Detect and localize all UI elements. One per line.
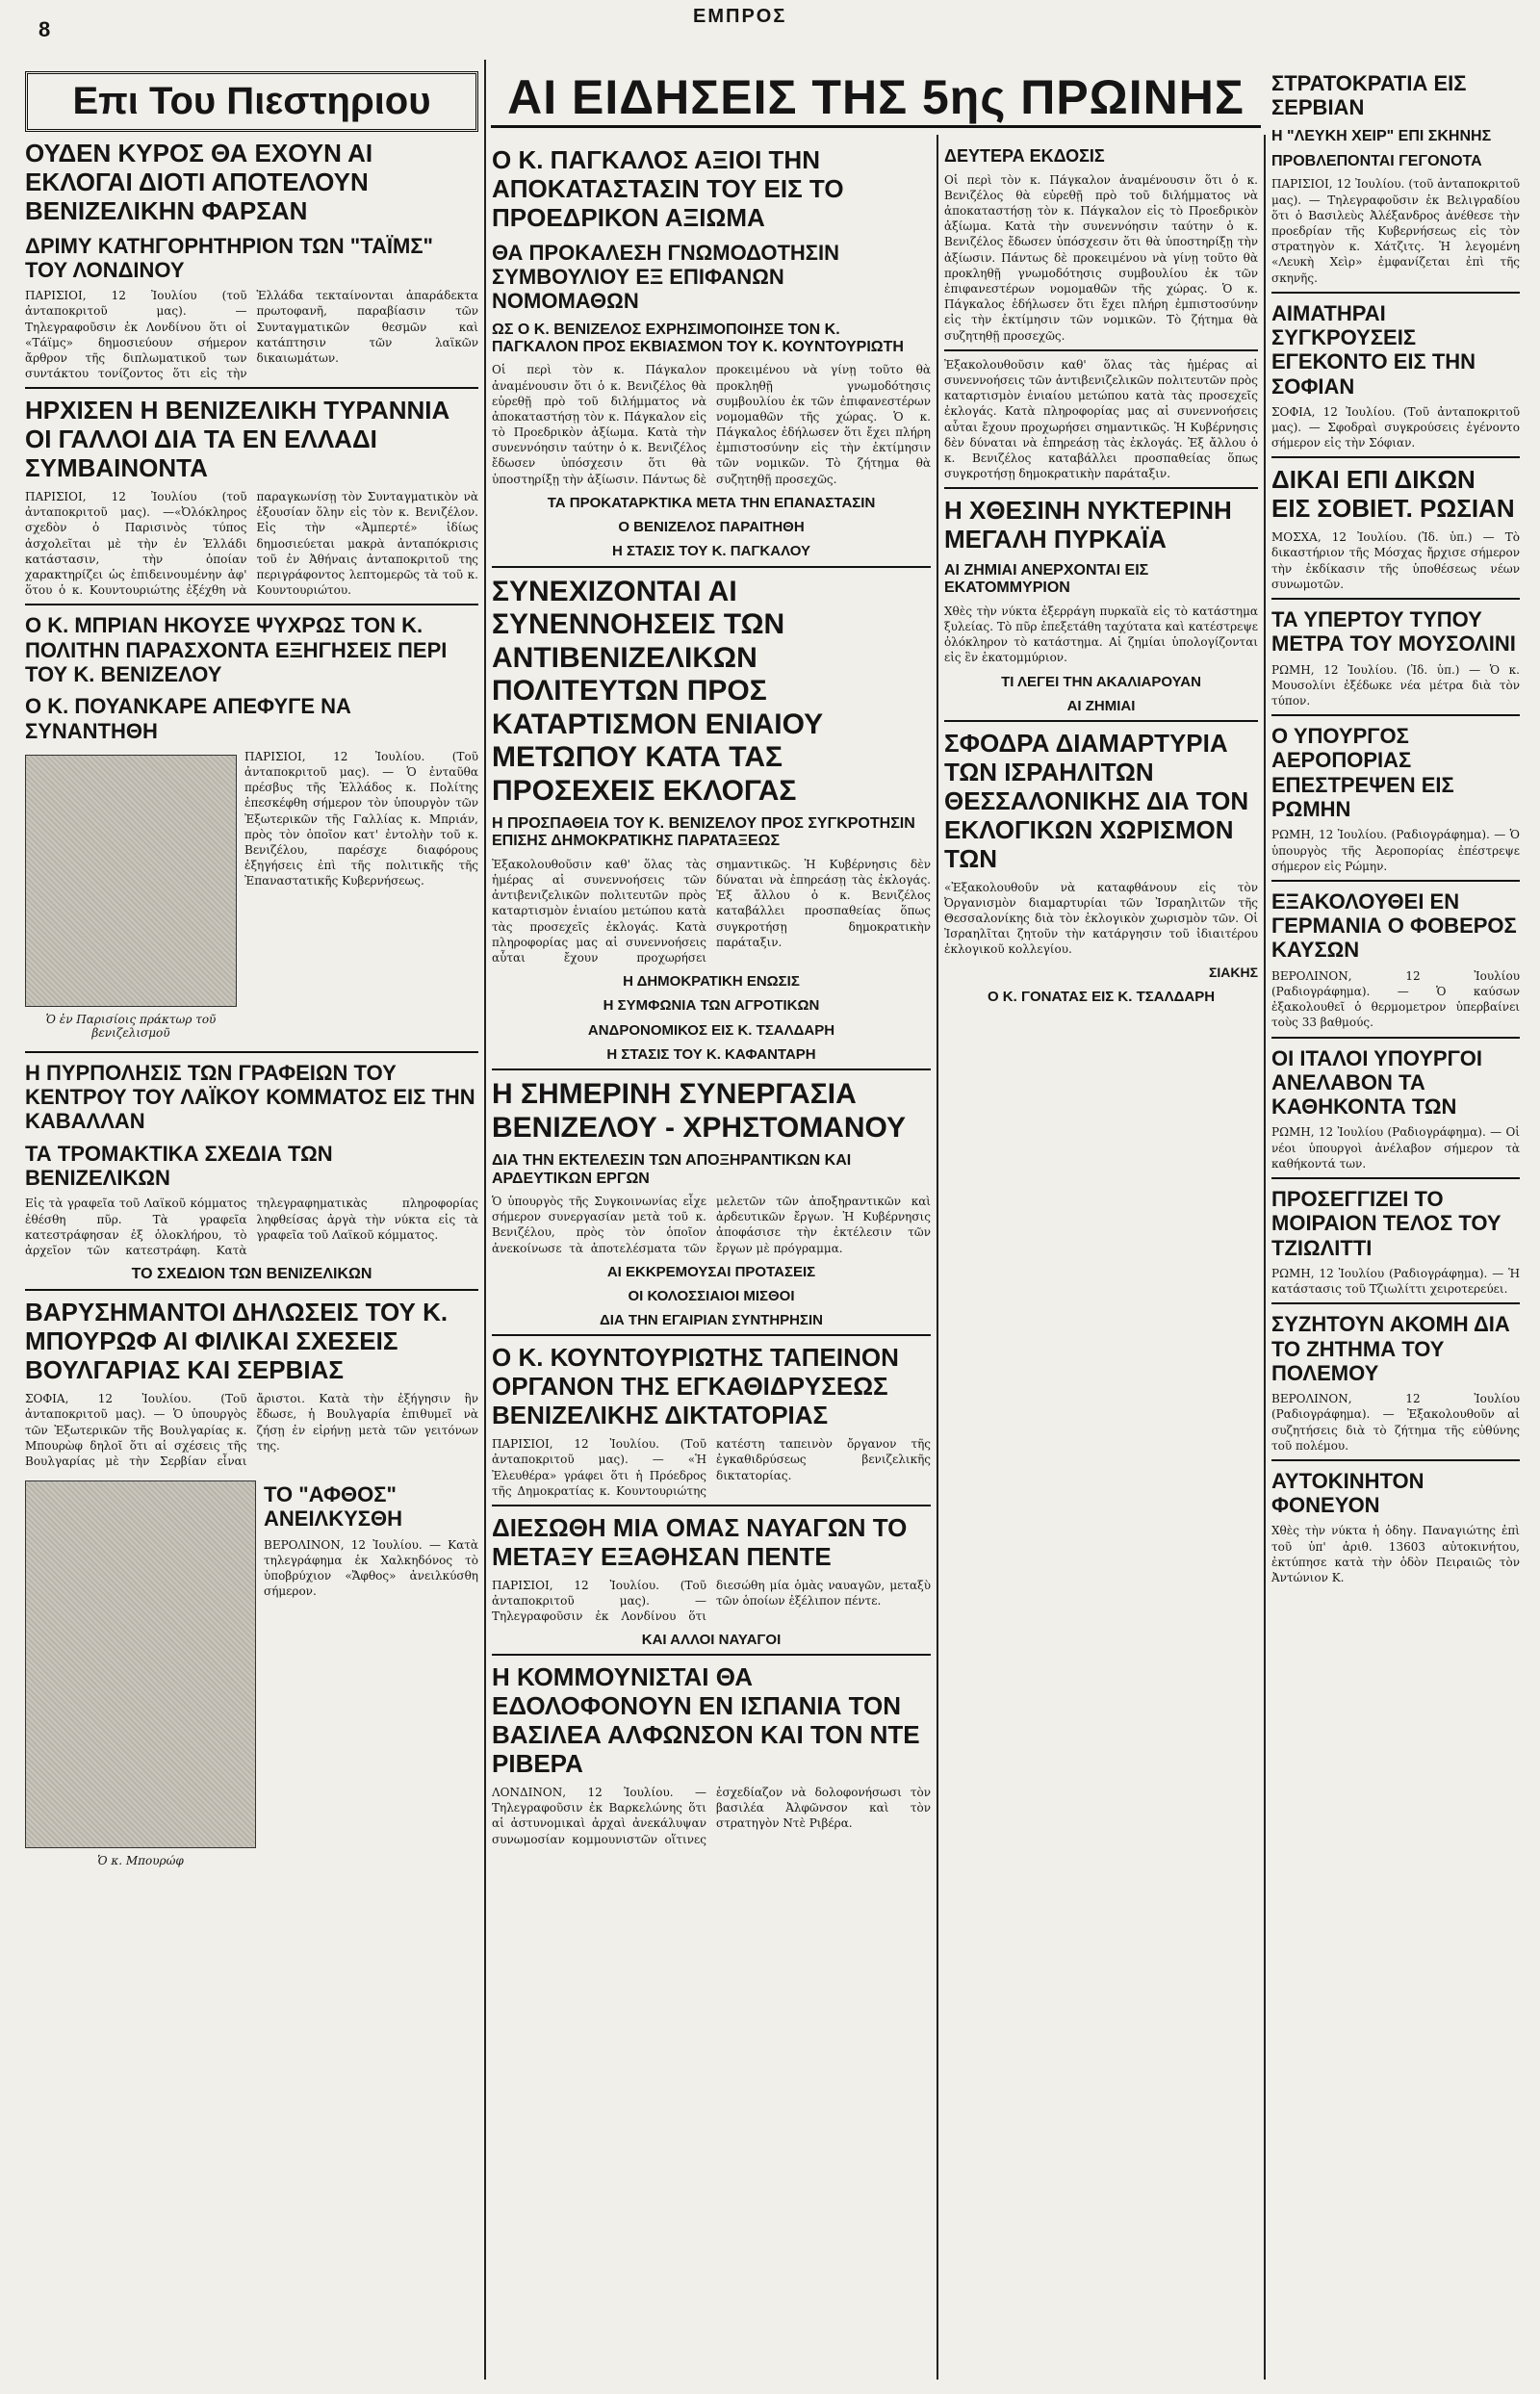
subhead: ΑΙ ΖΗΜΙΑΙ: [1066, 697, 1136, 714]
subheadline: ΤΑ ΤΡΟΜΑΚΤΙΚΑ ΣΧΕΔΙΑ ΤΩΝ ΒΕΝΙΖΕΛΙΚΩΝ: [25, 1141, 333, 1191]
news-banner: ΑΙ ΕΙΔΗΣΕΙΣ ΤΗΣ 5ης ΠΡΩΙΝΗΣ: [491, 69, 1261, 128]
headline: ΒΑΡΥΣΗΜΑΝΤΟΙ ΔΗΛΩΣΕΙΣ ΤΟΥ Κ. ΜΠΟΥΡΩΦ ΑΙ ΦΙΛΙΚΑΙ ΣΧΕΣΕΙΣ ΒΟΥΛΓΑΡΙΑΣ ΚΑΙ ΣΕΡΒΙΑΣ: [25, 1298, 449, 1385]
subheadline: ΠΡΟΒΛΕΠΟΝΤΑΙ ΓΕΓΟΝΟΤΑ: [1271, 152, 1482, 169]
divider: [1271, 1177, 1520, 1179]
divider: [944, 349, 1258, 351]
subheadline: Ο Κ. ΠΟΥΑΝΚΑΡΕ ΑΠΕΦΥΓΕ ΝΑ ΣΥΝΑΝΤΗΘΗ: [25, 694, 351, 743]
article-text: Χθὲς τὴν νύκτα ἡ ὁδηγ. Παναγιώτης ἐπὶ τοῦ ὑπ' ἀριθ. 13603 αὐτοκινήτου, ἐκτύπησε κατὰ τὴν ὁδὸν Πειραιῶς τὸν Ἀντώνιον Κ.: [1271, 1524, 1520, 1585]
headline: Η ΚΟΜΜΟΥΝΙΣΤΑΙ ΘΑ ΕΔΟΛΟΦΟΝΟΥΝ ΕΝ ΙΣΠΑΝΙΑ ΤΟΝ ΒΑΣΙΛΕΑ ΑΛΦΩΝΣΟΝ ΚΑΙ ΤΟΝ ΝΤΕ ΡΙΒΕΡΑ: [492, 1662, 920, 1779]
divider: [492, 1654, 931, 1656]
divider: [25, 1289, 478, 1291]
subhead: ΤΑ ΠΡΟΚΑΤΑΡΚΤΙΚΑ ΜΕΤΑ ΤΗΝ ΕΠΑΝΑΣΤΑΣΙΝ: [547, 494, 876, 511]
article-text: ΡΩΜΗ, 12 Ἰουλίου (Ραδιογράφημα). — Ἡ κατάστασις τοῦ Τζιωλίττι χειροτερεύει.: [1271, 1266, 1520, 1297]
article-text: ΛΟΝΔΙΝΟΝ, 12 Ἰουλίου. — Τηλεγραφοῦσιν ἐκ Βαρκελώνης ὅτι αἱ ἀστυνομικαὶ ἀρχαὶ ἀνεκάλυψαν συνωμοσίαν κομμουνιστῶν οἵτινες ἐσχεδίαζον νὰ δολοφονήσωσι τὸν βασιλέα Ἀλφῶνσον καὶ τὸν στρατηγὸν Ντὲ Ριβέρα.: [492, 1786, 931, 1846]
divider: [1271, 1302, 1520, 1304]
headline: ΗΡΧΙΣΕΝ Η ΒΕΝΙΖΕΛΙΚΗ ΤΥΡΑΝΝΙΑ ΟΙ ΓΑΛΛΟΙ ΔΙΑ ΤΑ ΕΝ ΕΛΛΑΔΙ ΣΥΜΒΑΙΝΟΝΤΑ: [25, 396, 450, 483]
column-center: [486, 135, 938, 2380]
subhead: ΤΟ ΣΧΕΔΙΟΝ ΤΩΝ ΒΕΝΙΖΕΛΙΚΩΝ: [131, 1266, 372, 1283]
headline: ΣΦΟΔΡΑ ΔΙΑΜΑΡΤΥΡΙΑ ΤΩΝ ΙΣΡΑΗΛΙΤΩΝ ΘΕΣΣΑΛΟΝΙΚΗΣ ΔΙΑ ΤΟΝ ΕΚΛΟΓΙΚΩΝ ΧΩΡΙΣΜΟΝ ΤΩΝ: [944, 729, 1249, 873]
headline: Η ΣΗΜΕΡΙΝΗ ΣΥΝΕΡΓΑΣΙΑ ΒΕΝΙΖΕΛΟΥ - ΧΡΗΣΤΟΜΑΝΟΥ: [492, 1078, 907, 1144]
photo-caption: Ὁ κ. Μπουρώφ: [97, 1854, 184, 1868]
divider: [1271, 714, 1520, 716]
headline: ΤΑ ΥΠΕΡΤΟΥ ΤΥΠΟΥ ΜΕΤΡΑ ΤΟΥ ΜΟΥΣΟΛΙΝΙ: [1271, 606, 1516, 656]
subhead: Η ΣΤΑΣΙΣ ΤΟΥ Κ. ΚΑΦΑΝΤΑΡΗ: [606, 1045, 816, 1063]
divider: [25, 1051, 478, 1053]
subhead: Ο Κ. ΓΟΝΑΤΑΣ ΕΙΣ Κ. ΤΣΑΛΔΑΡΗ: [987, 988, 1216, 1005]
headline: ΣΥΖΗΤΟΥΝ ΑΚΟΜΗ ΔΙΑ ΤΟ ΖΗΤΗΜΑ ΤΟΥ ΠΟΛΕΜΟΥ: [1271, 1312, 1510, 1385]
headline: Η ΠΥΡΠΟΛΗΣΙΣ ΤΩΝ ΓΡΑΦΕΙΩΝ ΤΟΥ ΚΕΝΤΡΟΥ ΤΟΥ ΛΑΪΚΟΥ ΚΟΜΜΑΤΟΣ ΕΙΣ ΤΗΝ ΚΑΒΑΛΛΑΝ: [25, 1060, 475, 1134]
portrait-photo: [25, 1480, 256, 1848]
column-center-right: [938, 135, 1266, 2380]
divider: [1271, 1459, 1520, 1461]
subhead: ΟΙ ΚΟΛΟΣΣΙΑΙΟΙ ΜΙΣΘΟΙ: [628, 1287, 795, 1304]
column-right: [1266, 60, 1526, 2380]
subhead: Η ΣΥΜΦΩΝΙΑ ΤΩΝ ΑΓΡΟΤΙΚΩΝ: [603, 997, 820, 1015]
signature: ΣΙΑΚΗΣ: [1208, 965, 1258, 981]
article-text: ΒΕΡΟΛΙΝΟΝ, 12 Ἰουλίου. — Κατὰ τηλεγράφημα ἐκ Χαλκηδόνος τὸ ὑποβρύχιον «Ἄφθος» ἀνειλκύσθη σήμερον.: [264, 1537, 478, 1599]
headline: ΔΙΕΣΩΘΗ ΜΙΑ ΟΜΑΣ ΝΑΥΑΓΩΝ ΤΟ ΜΕΤΑΞΥ ΕΞΑΘΗΣΑΝ ΠΕΝΤΕ: [492, 1512, 908, 1571]
divider: [944, 487, 1258, 489]
divider: [1271, 1037, 1520, 1039]
subhead: Η ΔΗΜΟΚΡΑΤΙΚΗ ΕΝΩΣΙΣ: [623, 973, 800, 991]
page-number: 8: [38, 17, 51, 41]
headline: Η ΧΘΕΣΙΝΗ ΝΥΚΤΕΡΙΝΗ ΜΕΓΑΛΗ ΠΥΡΚΑΪΑ: [944, 496, 1232, 554]
headline: Ο ΥΠΟΥΡΓΟΣ ΑΕΡΟΠΟΡΙΑΣ ΕΠΕΣΤΡΕΨΕΝ ΕΙΣ ΡΩΜΗΝ: [1271, 724, 1454, 822]
divider: [492, 1505, 931, 1506]
divider: [492, 1068, 931, 1070]
article-text: Ὁ ὑπουργὸς τῆς Συγκοινωνίας εἶχε σήμερον συνεργασίαν μετὰ τοῦ κ. Βενιζέλου, πρὸς τὸν ὁποῖον ἀνεκοίνωσε τὰ ἀποτελέσματα τῶν μελετῶν τῶν ἀποξηραντικῶν καὶ ἀρδευτικῶν ἔργων. Ἡ Κυβέρνησις ἀποφάσισε τὴν ἐκτέλεσιν τῶν ἔργων μὲ πρόγραμμα.: [492, 1194, 931, 1255]
article-text: Ἐξακολουθοῦσιν καθ' ὅλας τὰς ἡμέρας αἱ συνεννοήσεις τῶν ἀντιβενιζελικῶν πολιτευτῶν πρὸς καταρτισμὸν ἑνιαίου μετώπου κατὰ τὰς προσεχεῖς ἐκλογάς. Κατὰ πληροφορίας μας αἱ συνεννοήσεις αὗται ἔχουν προχωρήσει σημαντικῶς. Ἡ Κυβέρνησις δὲν δύναται νὰ ἐπηρεάσῃ τὰς ἐκλογάς. Ἐξ ἄλλου ὁ κ. Βενιζέλος καταβάλλει προσπαθείας ὅπως συγκροτήσῃ δημοκρατικὴν παράταξιν.: [944, 357, 1258, 481]
article-text: ΡΩΜΗ, 12 Ἰουλίου (Ραδιογράφημα). — Οἱ νέοι ὑπουργοὶ ἀνέλαβον σήμερον τὰ καθήκοντά των.: [1271, 1125, 1520, 1171]
article-text: «Ἐξακολουθοῦν νὰ καταφθάνουν εἰς τὸν Ὀργανισμὸν διαμαρτυρίαι τῶν Ἰσραηλιτῶν τῆς Θεσσαλονίκης διὰ τὸν ἐκλογικὸν χωρισμὸν τῶν. Οἱ Ἰσραηλῖται ζητοῦν τὴν κατάργησιν τοῦ ἰδιαιτέρου ἐκλογικοῦ κολλεγίου.: [944, 880, 1258, 957]
headline: ΟΥΔΕΝ ΚΥΡΟΣ ΘΑ ΕΧΟΥΝ ΑΙ ΕΚΛΟΓΑΙ ΔΙΟΤΙ ΑΠΟΤΕΛΟΥΝ ΒΕΝΙΖΕΛΙΚΗΝ ΦΑΡΣΑΝ: [25, 139, 373, 225]
subhead: ΑΙ ΕΚΚΡΕΜΟΥΣΑΙ ΠΡΟΤΑΣΕΙΣ: [606, 1263, 816, 1280]
article-text: Οἱ περὶ τὸν κ. Πάγκαλον ἀναμένουσιν ὅτι ὁ κ. Βενιζέλος θὰ εὑρεθῇ πρὸ τοῦ διλήμματος νὰ ἀποκαταστήσῃ τὸν κ. Πάγκαλον εἰς τὸ Προεδρικὸν ἀξίωμα. Κατὰ τὴν συνεννόησιν ταύτην ὁ κ. Βενιζέλος ἔδωσεν ὑπόσχεσιν ὅτι θὰ ὑποστηρίξῃ τὴν ἀξίωσιν. Πάντως δὲ προκειμένου νὰ γίνῃ τοῦτο θὰ προκληθῇ γνωμοδότησις συμβουλίου ἐκ τῶν ἐπιφανεστέρων νομομαθῶν τῆς χώρας. Ὁ κ. Πάγκαλος ἐδήλωσεν ὅτι ἔχει πλήρη ἐμπιστοσύνην εἰς τὴν ἐκτίμησιν τῶν νομικῶν. Τὸ ζήτημα θὰ συζητηθῇ προσεχῶς.: [944, 172, 1258, 343]
headline: Ο Κ. ΠΑΓΚΑΛΟΣ ΑΞΙΟΙ ΤΗΝ ΑΠΟΚΑΤΑΣΤΑΣΙΝ ΤΟΥ ΕΙΣ ΤΟ ΠΡΟΕΔΡΙΚΟΝ ΑΞΙΩΜΑ: [492, 145, 844, 232]
subheadline: Η "ΛΕΥΚΗ ΧΕΙΡ" ΕΠΙ ΣΚΗΝΗΣ: [1271, 127, 1492, 144]
subhead: ΔΙΑ ΤΗΝ ΕΓΑΙΡΙΑΝ ΣΥΝΤΗΡΗΣΙΝ: [599, 1312, 823, 1329]
article-text: Ἐξακολουθοῦσιν καθ' ὅλας τὰς ἡμέρας αἱ συνεννοήσεις τῶν ἀντιβενιζελικῶν πολιτευτῶν πρὸς καταρτισμὸν ἑνιαίου μετώπου κατὰ τὰς προσεχεῖς ἐκλογάς. Κατὰ πληροφορίας μας αἱ συνεννοήσεις αὗται ἔχουν προχωρήσει σημαντικῶς. Ἡ Κυβέρνησις δὲν δύναται νὰ ἐπηρεάσῃ τὰς ἐκλογάς. Ἐξ ἄλλου ὁ κ. Βενιζέλος καταβάλλει προσπαθείας ὅπως συγκροτήσῃ δημοκρατικὴν παράταξιν.: [492, 857, 931, 965]
headline: ΑΙΜΑΤΗΡΑΙ ΣΥΓΚΡΟΥΣΕΙΣ ΕΓΕΚΟΝΤΟ ΕΙΣ ΤΗΝ ΣΟΦΙΑΝ: [1271, 300, 1476, 399]
subhead: ΤΙ ΛΕΓΕΙ ΤΗΝ ΑΚΑΛΙΑΡΟΥΑΝ: [1001, 673, 1201, 690]
newspaper-name: ΕΜΠΡΟΣ: [693, 6, 787, 27]
article-text: Εἰς τὰ γραφεῖα τοῦ Λαϊκοῦ κόμματος ἐθέσθη πῦρ. Τὰ γραφεῖα κατεστράφησαν ἐξ ὁλοκλήρου, τὸ ἀρχεῖον τῶν κατεστράφη. Κατὰ τηλεγραφηματικὰς πληροφορίας ληφθείσας ἀργὰ τὴν νύκτα εἰς τὰ γραφεῖα τοῦ Λαϊκοῦ κόμματος.: [25, 1197, 478, 1257]
divider: [492, 1334, 931, 1336]
article-text: ΒΕΡΟΛΙΝΟΝ, 12 Ἰουλίου (Ραδιογράφημα). — Ὁ καύσων ἐξακολουθεῖ ὁ θερμομετρον ὑπερβαίνει τοὺς 33 βαθμούς.: [1271, 968, 1520, 1030]
headline: ΣΥΝΕΧΙΖΟΝΤΑΙ ΑΙ ΣΥΝΕΝΝΟΗΣΕΙΣ ΤΩΝ ΑΝΤΙΒΕΝΙΖΕΛΙΚΩΝ ΠΟΛΙΤΕΥΤΩΝ ΠΡΟΣ ΚΑΤΑΡΤΙΣΜΟΝ ΕΝΙΑΙΟΥ ΜΕΤΩΠΟΥ ΚΑΤΑ ΤΑΣ ΠΡΟΣΕΧΕΙΣ ΕΚΛΟΓΑΣ: [492, 575, 824, 807]
headline: ΟΙ ΙΤΑΛΟΙ ΥΠΟΥΡΓΟΙ ΑΝΕΛΑΒΟΝ ΤΑ ΚΑΘΗΚΟΝΤΑ ΤΩΝ: [1271, 1045, 1483, 1120]
headline: ΣΤΡΑΤΟΚΡΑΤΙΑ ΕΙΣ ΣΕΡΒΙΑΝ: [1271, 71, 1467, 120]
subheadline: ΑΙ ΖΗΜΙΑΙ ΑΝΕΡΧΟΝΤΑΙ ΕΙΣ ΕΚΑΤΟΜΜΥΡΙΟΝ: [944, 562, 1149, 597]
subhead: ΚΑΙ ΑΛΛΟΙ ΝΑΥΑΓΟΙ: [641, 1632, 782, 1649]
article-text: ΡΩΜΗ, 12 Ἰουλίου. (Ραδιογράφημα). — Ὁ ὑπουργὸς τῆς Ἀεροπορίας ἐπέστρεψε σήμερον εἰς Ρώμην.: [1271, 828, 1520, 873]
subheadline: ΩΣ Ο Κ. ΒΕΝΙΖΕΛΟΣ ΕΧΡΗΣΙΜΟΠΟΙΗΣΕ ΤΟΝ Κ. ΠΑΓΚΑΛΟΝ ΠΡΟΣ ΕΚΒΙΑΣΜΟΝ ΤΟΥ Κ. ΚΟΥΝΤΟΥΡΙΩΤΗ: [492, 321, 904, 355]
subheadline: ΘΑ ΠΡΟΚΑΛΕΣΗ ΓΝΩΜΟΔΟΤΗΣΙΝ ΣΥΜΒΟΥΛΙΟΥ ΕΞ ΕΠΙΦΑΝΩΝ ΝΟΜΟΜΑΘΩΝ: [492, 240, 839, 314]
article-text: ΜΟΣΧΑ, 12 Ἰουλίου. (Ἰδ. ὑπ.) — Τὸ δικαστήριον τῆς Μόσχας ἤρχισε σήμερον τὴν ἐκδίκασιν τῆς ὑποθέσεως νέων συνωμοτῶν.: [1271, 530, 1520, 591]
photo-caption: Ὁ ἐν Παρισίοις πράκτωρ τοῦ βενιζελισμοῦ: [45, 1012, 217, 1040]
subhead: Η ΣΤΑΣΙΣ ΤΟΥ Κ. ΠΑΓΚΑΛΟΥ: [612, 543, 810, 560]
divider: [1271, 880, 1520, 882]
article-text: ΠΑΡΙΣΙΟΙ, 12 Ἰουλίου. (Τοῦ ἀνταποκριτοῦ μας). — «Ἡ Ἐλευθέρα» γράφει ὅτι ἡ Πρόεδρος τῆς Δημοκρατίας κ. Κουντουριώτης κατέστη ταπεινὸν ὄργανον τῆς ἐγκαθιδρύσεως βενιζελικῆς δικτατορίας.: [492, 1437, 931, 1498]
divider: [492, 566, 931, 568]
headline: Ο Κ. ΚΟΥΝΤΟΥΡΙΩΤΗΣ ΤΑΠΕΙΝΟΝ ΟΡΓΑΝΟΝ ΤΗΣ ΕΓΚΑΘΙΔΡΥΣΕΩΣ ΒΕΝΙΖΕΛΙΚΗΣ ΔΙΚΤΑΤΟΡΙΑΣ: [492, 1343, 899, 1430]
page-header: [0, 0, 1540, 58]
divider: [25, 387, 478, 389]
edition-label: ΔΕΥΤΕΡΑ ΕΚΔΟΣΙΣ: [944, 146, 1105, 166]
article-text: ΒΕΡΟΛΙΝΟΝ, 12 Ἰουλίου (Ραδιογράφημα). — Ἐξακολουθοῦν αἱ συζητήσεις διὰ τὸ ζήτημα τῆς εὐθύνης τοῦ πολέμου.: [1271, 1392, 1520, 1453]
article-text: Χθὲς τὴν νύκτα ἐξερράγη πυρκαϊὰ εἰς τὸ κατάστημα ξυλείας. Τὸ πῦρ ἐπεξετάθη ταχύτατα καὶ κατέστρεψε ὁλόκληρον τὸ κατάστημα. Αἱ ζημίαι ὑπολογίζονται εἰς ἓν ἑκατομμύριον.: [944, 604, 1258, 665]
divider: [1271, 598, 1520, 600]
headline: ΑΥΤΟΚΙΝΗΤΟΝ ΦΟΝΕΥΟΝ: [1271, 1468, 1424, 1518]
article-text: ΡΩΜΗ, 12 Ἰουλίου. (Ἰδ. ὑπ.) — Ὁ κ. Μουσολίνι ἐξέδωκε νέα μέτρα διὰ τὸν τύπον.: [1271, 662, 1520, 708]
article-text: ΠΑΡΙΣΙΟΙ, 12 Ἰουλίου. (τοῦ ἀνταποκριτοῦ μας). — Τηλεγραφοῦσιν ἐκ Βελιγραδίου ὅτι ὁ Βασιλεὺς Ἀλέξανδρος ἀνέθεσε τὴν προεδρίαν τῆς Κυβερνήσεως εἰς τὸν στρατηγὸν κ. Χάτζιτς. Ἡ λεγομένη «Λευκὴ Χεὶρ» ἐμφανίζεται ἐπὶ τῆς σκηνῆς.: [1271, 177, 1520, 285]
article-text: ΣΟΦΙΑ, 12 Ἰουλίου. (Τοῦ ἀνταποκριτοῦ μας). — Σφοδραὶ συγκρούσεις ἐγένοντο σήμερον εἰς τὴν Σόφιαν.: [1271, 404, 1520, 450]
headline: ΔΙΚΑΙ ΕΠΙ ΔΙΚΩΝ ΕΙΣ ΣΟΒΙΕΤ. ΡΩΣΙΑΝ: [1271, 465, 1515, 524]
subhead: ΑΝΔΡΟΝΟΜΙΚΟΣ ΕΙΣ Κ. ΤΣΑΛΔΑΡΗ: [587, 1021, 835, 1039]
headline: ΕΞΑΚΟΛΟΥΘΕΙ ΕΝ ΓΕΡΜΑΝΙΑ Ο ΦΟΒΕΡΟΣ ΚΑΥΣΩΝ: [1271, 888, 1517, 963]
headline: Ο Κ. ΜΠΡΙΑΝ ΗΚΟΥΣΕ ΨΥΧΡΩΣ ΤΟΝ Κ. ΠΟΛΙΤΗΝ ΠΑΡΑΣΧΟΝΤΑ ΕΞΗΓΗΣΕΙΣ ΠΕΡΙ ΤΟΥ Κ. ΒΕΝΙΖΕΛΟΥ: [25, 613, 448, 686]
subheadline: Η ΠΡΟΣΠΑΘΕΙΑ ΤΟΥ Κ. ΒΕΝΙΖΕΛΟΥ ΠΡΟΣ ΣΥΓΚΡΟΤΗΣΙΝ ΕΠΙΣΗΣ ΔΗΜΟΚΡΑΤΙΚΗΣ ΠΑΡΑΤΑΞΕΩΣ: [492, 815, 915, 850]
divider: [1271, 456, 1520, 458]
headline: ΤΟ "ΑΦΘΟΣ" ΑΝΕΙΛΚΥΣΘΗ: [264, 1482, 402, 1532]
subheadline: ΔΡΙΜΥ ΚΑΤΗΓΟΡΗΤΗΡΙΟΝ ΤΩΝ "ΤΑΪΜΣ" ΤΟΥ ΛΟΝΔΙΝΟΥ: [25, 233, 433, 282]
subheadline: ΔΙΑ ΤΗΝ ΕΚΤΕΛΕΣΙΝ ΤΩΝ ΑΠΟΞΗΡΑΝΤΙΚΩΝ ΚΑΙ ΑΡΔΕΥΤΙΚΩΝ ΕΡΓΩΝ: [492, 1152, 852, 1187]
article-text: ΠΑΡΙΣΙΟΙ, 12 Ἰουλίου. (Τοῦ ἀνταποκριτοῦ μας). — Τηλεγραφοῦσιν ἐκ Λονδίνου ὅτι διεσώθη μία ὁμὰς ναυαγῶν, μεταξὺ τῶν ὁποίων ἐξέλιπον πέντε.: [492, 1578, 931, 1624]
section-title-box: Επι Του Πιεστηριου: [25, 71, 478, 132]
article-text: ΠΑΡΙΣΙΟΙ, 12 Ἰουλίου. (Τοῦ ἀνταποκριτοῦ μας). — Ὁ ἐνταῦθα πρέσβυς τῆς Ἑλλάδος κ. Πολίτης ἐπεσκέφθη σήμερον τὸν ὑπουργὸν τῶν Ἐξωτερικῶν τῆς Γαλλίας κ. Μπριάν, πρὸς τὸν ὁποῖον κατ' ἐντολὴν τοῦ κ. Βενιζέλου, παρέσχε διαφόρους ἐξηγήσεις ἐπὶ τῆς πολιτικῆς τῆς Ἐπαναστατικῆς Κυβερνήσεως.: [244, 749, 478, 888]
subhead: Ο ΒΕΝΙΖΕΛΟΣ ΠΑΡΑΙΤΗΘΗ: [618, 519, 805, 536]
article-text: Οἱ περὶ τὸν κ. Πάγκαλον ἀναμένουσιν ὅτι ὁ κ. Βενιζέλος θὰ εὑρεθῇ πρὸ τοῦ διλήμματος νὰ ἀποκαταστήσῃ τὸν κ. Πάγκαλον εἰς τὸ Προεδρικὸν ἀξίωμα. Κατὰ τὴν συνεννόησιν ταύτην ὁ κ. Βενιζέλος ἔδωσεν ὑπόσχεσιν ὅτι θὰ ὑποστηρίξῃ τὴν ἀξίωσιν. Πάντως δὲ προκειμένου νὰ γίνῃ τοῦτο θὰ προκληθῇ γνωμοδότησις συμβουλίου ἐκ τῶν ἐπιφανεστέρων νομομαθῶν τῆς χώρας. Ὁ κ. Πάγκαλος ἐδήλωσεν ὅτι ἔχει πλήρη ἐμπιστοσύνην εἰς τὴν ἐκτίμησιν τῶν νομικῶν. Τὸ ζήτημα θὰ συζητηθῇ προσεχῶς.: [492, 363, 931, 486]
divider: [944, 720, 1258, 722]
headline: ΠΡΟΣΕΓΓΙΖΕΙ ΤΟ ΜΟΙΡΑΙΟΝ ΤΕΛΟΣ ΤΟΥ ΤΖΙΩΛΙΤΤΙ: [1271, 1186, 1502, 1260]
column-left: [19, 60, 486, 2380]
divider: [1271, 292, 1520, 294]
portrait-photo: [25, 755, 237, 1007]
article-text: ΠΑΡΙΣΙΟΙ, 12 Ἰουλίου (τοῦ ἀνταποκριτοῦ μας). —Τηλεγραφοῦσιν ἐκ Λονδίνου ὅτι οἱ «Τάϊμς» δημοσιεύουν σήμερον ἄρθρον τῆς διπλωματικοῦ των συντάκτου τονίζοντος ὅτι εἰς τὴν Ἑλλάδα τεκταίνονται ἀπαράδεκτα πρωτοφανῆ, παραβίασιν τῶν Συνταγματικῶν θεσμῶν καὶ κατάπτησιν τῶν λαϊκῶν δικαιωμάτων.: [25, 289, 478, 381]
divider: [25, 604, 478, 605]
article-text: ΠΑΡΙΣΙΟΙ, 12 Ἰουλίου (τοῦ ἀνταποκριτοῦ μας). —«Ὀλόκληρος σχεδὸν ὁ Παρισινὸς τύπος ἀσχολεῖται μὲ τὴν ἐν Ἑλλάδι κατάστασιν, τὴν ὁποίαν χαρακτηρίζει ὡς ἐπιδεινουμένην ἀφ' ὅτου ὁ κ. Κουντουριώτης ἐξέχθη νὰ παραγκωνίσῃ τὸν Συνταγματικὸν νὰ ἐξουσίαν ὅλην εἰς τὸν κ. Βενιζέλον. Εἰς τὴν «Ἀμπερτέ» ἰδίως δημοσιεύεται μακρὰ ἀνταπόκρισις τοῦ ἐν Ἀθήναις ἀνταποκριτοῦ της περιγράφοντος λεπτομερῶς τὰ τοῦ κ. Κουντουριώτου.: [25, 490, 478, 598]
article-text: ΣΟΦΙΑ, 12 Ἰουλίου. (Τοῦ ἀνταποκριτοῦ μας). — Ὁ ὑπουργὸς τῶν Ἐξωτερικῶν τῆς Βουλγαρίας κ. Μπουρὼφ δηλοῖ ὅτι αἱ σχέσεις τῆς Βουλγαρίας μὲ τὴν Σερβίαν εἶναι ἄριστοι. Κατὰ τὴν ἐξήγησιν ἣν ἔδωσε, ἡ Βουλγαρία ἐπιθυμεῖ νὰ ζήσῃ ἐν εἰρήνῃ μετὰ τῶν γειτόνων της.: [25, 1392, 478, 1468]
